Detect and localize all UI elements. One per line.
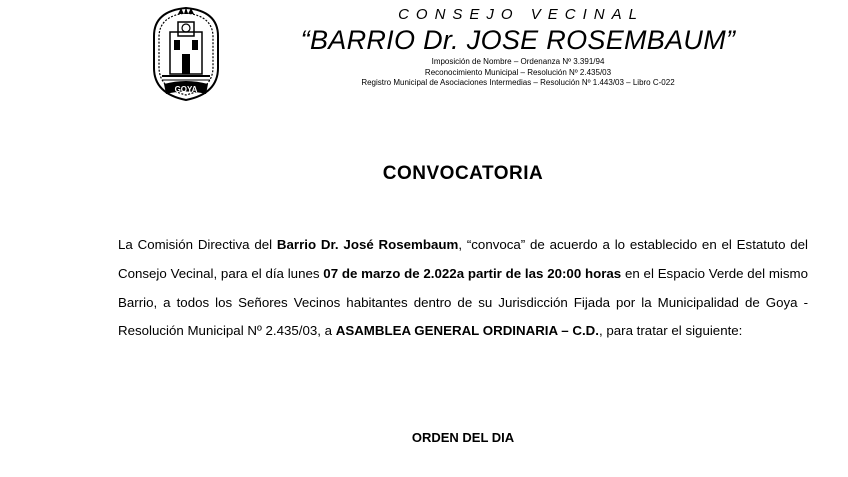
seal-text: GOYA <box>174 85 198 94</box>
body-bold: ASAMBLEA GENERAL ORDINARIA – C.D. <box>335 323 599 339</box>
body-text: en el Espacio Verde del mismo Barrio, a todos los Señores Vecinos habitantes dentro de su Jurisdicción Fijada por la Municipalidad de Goya - Resolución Municipal Nº 2.435/03, a <box>118 265 808 339</box>
meta-line: Imposición de Nombre – Ordenanza Nº 3.391/94 <box>431 57 605 66</box>
body-text: La Comisión Directiva del <box>118 237 277 252</box>
body-text: , “convoca” de acuerdo a lo establecido en el Estatuto del Consejo Vecinal, para el día lunes <box>118 237 809 281</box>
org-name: “BARRIO Dr. JOSE ROSEMBAUM” <box>300 25 736 55</box>
document-title: CONVOCATORIA <box>382 163 544 184</box>
letterhead <box>268 6 768 89</box>
body-bold: Barrio Dr. José Rosembaum <box>276 237 459 252</box>
meta-line: Reconocimiento Municipal – Resolución Nº 2.435/03 <box>424 67 612 77</box>
meta-line: Registro Municipal de Asociaciones Intermedias – Resolución Nº 1.443/03 – Libro C-022 <box>361 78 675 87</box>
body-bold: 07 de marzo de 2.022a partir de las 20:00 horas <box>323 265 622 281</box>
convocation-paragraph <box>118 231 808 346</box>
org-label: CONSEJO VECINAL <box>398 6 644 23</box>
org-meta <box>268 57 768 89</box>
orden-del-dia-title: ORDEN DEL DIA <box>411 430 515 445</box>
goya-seal <box>148 6 224 102</box>
body-text: , para tratar el siguiente: <box>598 323 743 339</box>
